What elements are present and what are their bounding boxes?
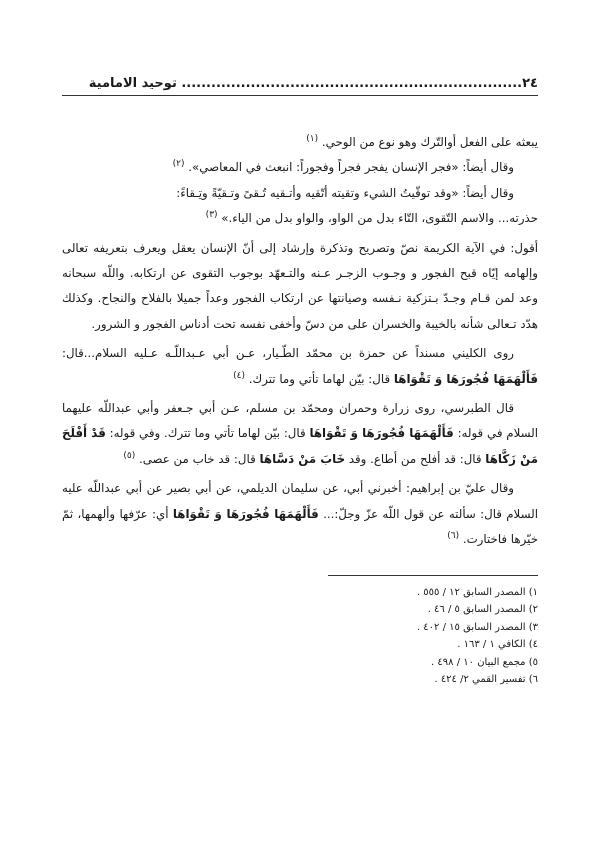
paragraph-commentary (62, 236, 538, 338)
text-line: وقال عليّ بن إبراهيم: أخبرني أبي، عن سليمان الديلمي، عن أبي بصير عن أبي عبداللّه عليه السلام قال: سألته عن قول اللّه عزّ وجلّ:... (62, 481, 538, 521)
paragraph-qummi (62, 476, 538, 552)
running-header (62, 75, 538, 96)
footnote-ref: (٥) (123, 450, 136, 461)
paragraph-3-cont (62, 206, 538, 231)
footnotes (62, 584, 538, 689)
footnote-item: ٦) تفسير القمي ٢/ ٤٢٤ . (434, 674, 538, 685)
quran-quote: فَأَلْهَمَهَا فُجُورَهَا وَ تَقْوَاهَا (393, 371, 538, 386)
footnote-item: ١) المصدر السابق ١٢ / ٥٥٥ . (416, 586, 538, 598)
footnote-ref: (١) (306, 134, 319, 145)
footnote-ref: (٢) (172, 159, 185, 170)
paragraph-3 (62, 181, 538, 206)
text-line: قال: بيّن لهاما تأتي وما تترك. (248, 371, 391, 386)
main-text (62, 130, 538, 553)
text-line: حذرته... والاسم التّقوى، التّاء بدل من الواو، والواو بدل من الياء.» (221, 211, 538, 226)
footnote-divider (328, 575, 538, 576)
text-line: أقول: في الآية الكريمة نصّ وتصريح وتذكرة وإرشاد إلى أنّ الإنسان يعقل ويعرف بتعريفه تعالى وإلهامه إيّاه قبح الفجور و وجـوب الزجـر عـنه والتـعهّد بوجوب التقوى عن ارتكابه. واللّه سبحانه وعد لمن قـام وجـدّ بـتزكية نـفسه وصيانتها عن ارتكاب الفجور وعداً جميلا بالفلاح والنجاح. وكذلك هدّد تـعالى شأنه بالخيبة والخسران على من دسّ وأخفى نفسه تحت أدناس الفجور و الشرور. (62, 240, 538, 331)
text-line: قال: قد خاب من عصى. (138, 451, 256, 466)
footnote-ref: (٣) (205, 210, 218, 221)
footnote-ref: (٦) (447, 531, 460, 542)
text-line: أي: عرّفها وألهمها، ثمّ خيّرها فاختارت. (62, 506, 538, 547)
quran-quote: فَأَلْهَمَهَا فُجُورَهَا وَ تَقْوَاهَا (172, 506, 319, 521)
text-line: قال الطبرسي، روى زرارة وحمران ومحمّد بن مسلم، عـن أبي جـعفر وأبي عبداللّه عليهما السلام في قوله: (62, 401, 539, 441)
text-line: قال: بيّن لهاما تأتي وما تترك. وفي قوله: (109, 426, 306, 441)
quran-quote: قَدْ أَفْلَحَ مَنْ زَكَّاهَا (62, 426, 538, 466)
quran-quote: فَأَلْهَمَهَا فُجُورَهَا وَ تَقْوَاهَا (309, 426, 454, 441)
page-number: ٢٤..................................................................... توحيد الامامية (88, 76, 538, 91)
footnote-item: ٢) المصدر السابق ٥ / ٤٦ . (427, 604, 538, 615)
running-title: توحيد الامامية (88, 76, 177, 91)
paragraph-kulayni (62, 341, 538, 392)
footnote-ref: (٤) (233, 370, 246, 381)
quran-quote: خَابَ مَنْ دَسَّاهَا (259, 451, 346, 466)
footnote-item: ٣) المصدر السابق ١٥ / ٤٠٢ . (416, 621, 538, 633)
paragraph-tabrisi (62, 396, 538, 472)
text-line: وقال أيضاً: «وقد توقّيتُ الشيء وتقيته أتّقيه وأتـقيه تُـقىً وتـقيّةً وتِـقاءً: (176, 185, 514, 200)
paragraph-2 (62, 155, 538, 180)
footnote-item: ٥) مجمع البيان ١٠ / ٤٩٨ . (431, 656, 538, 668)
footnote-item: ٤) الكافي ١ / ١٦٣ . (457, 639, 538, 650)
document-page (62, 75, 538, 689)
paragraph-1 (62, 130, 538, 155)
text-line: وقال أيضاً: «فجر الإنسان يفجر فجراً وفجوراً: انبعث في المعاصي». (188, 160, 514, 175)
text-line: يبعثه على الفعل أوالتّرك وهو نوع من الوحي. (321, 135, 538, 149)
text-line: روى الكليني مسنداً عن حمزة بن محمّد الطّـيار، عـن أبي عـبداللّـه عـليه السلام...قال: (62, 346, 514, 361)
page-number-text: ٢٤ (522, 76, 538, 91)
text-line: قال: قد أفلح من أطاع. وقد (348, 451, 482, 466)
